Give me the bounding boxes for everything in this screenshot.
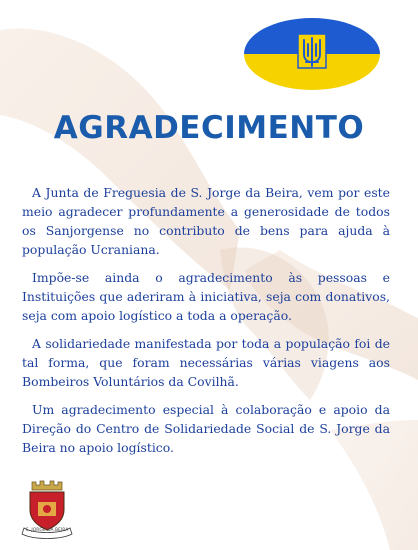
paragraph: Um agradecimento especial à colaboração e apoio da Direção do Centro de Solidariedade Social de S. Jorge da Beira no apoio logístico. [22, 402, 390, 455]
paragraph: Impõe-se ainda o agradecimento às pessoas e Instituições que aderiram à iniciativa, seja com donativos, seja com apoio logístico a toda a operação. [22, 270, 390, 323]
page-title: AGRADECIMENTO [53, 110, 365, 146]
paragraph: A solidariedade manifestada por toda a população foi de tal forma, que foram necessárias várias viagens aos Bombeiros Voluntários da Covilhã. [22, 336, 390, 389]
paragraph: A Junta de Freguesia de S. Jorge da Beira, vem por este meio agradecer profundamente a generosidade de todos os Sanjorgense no contributo de bens para ajuda à população Ucraniana. [22, 185, 390, 257]
crest-ribbon-label: S. JORGE DA BEIRA [25, 528, 69, 533]
acknowledgement-text [22, 183, 390, 466]
ukraine-flag-icon [244, 18, 380, 90]
trident-icon [298, 34, 326, 68]
